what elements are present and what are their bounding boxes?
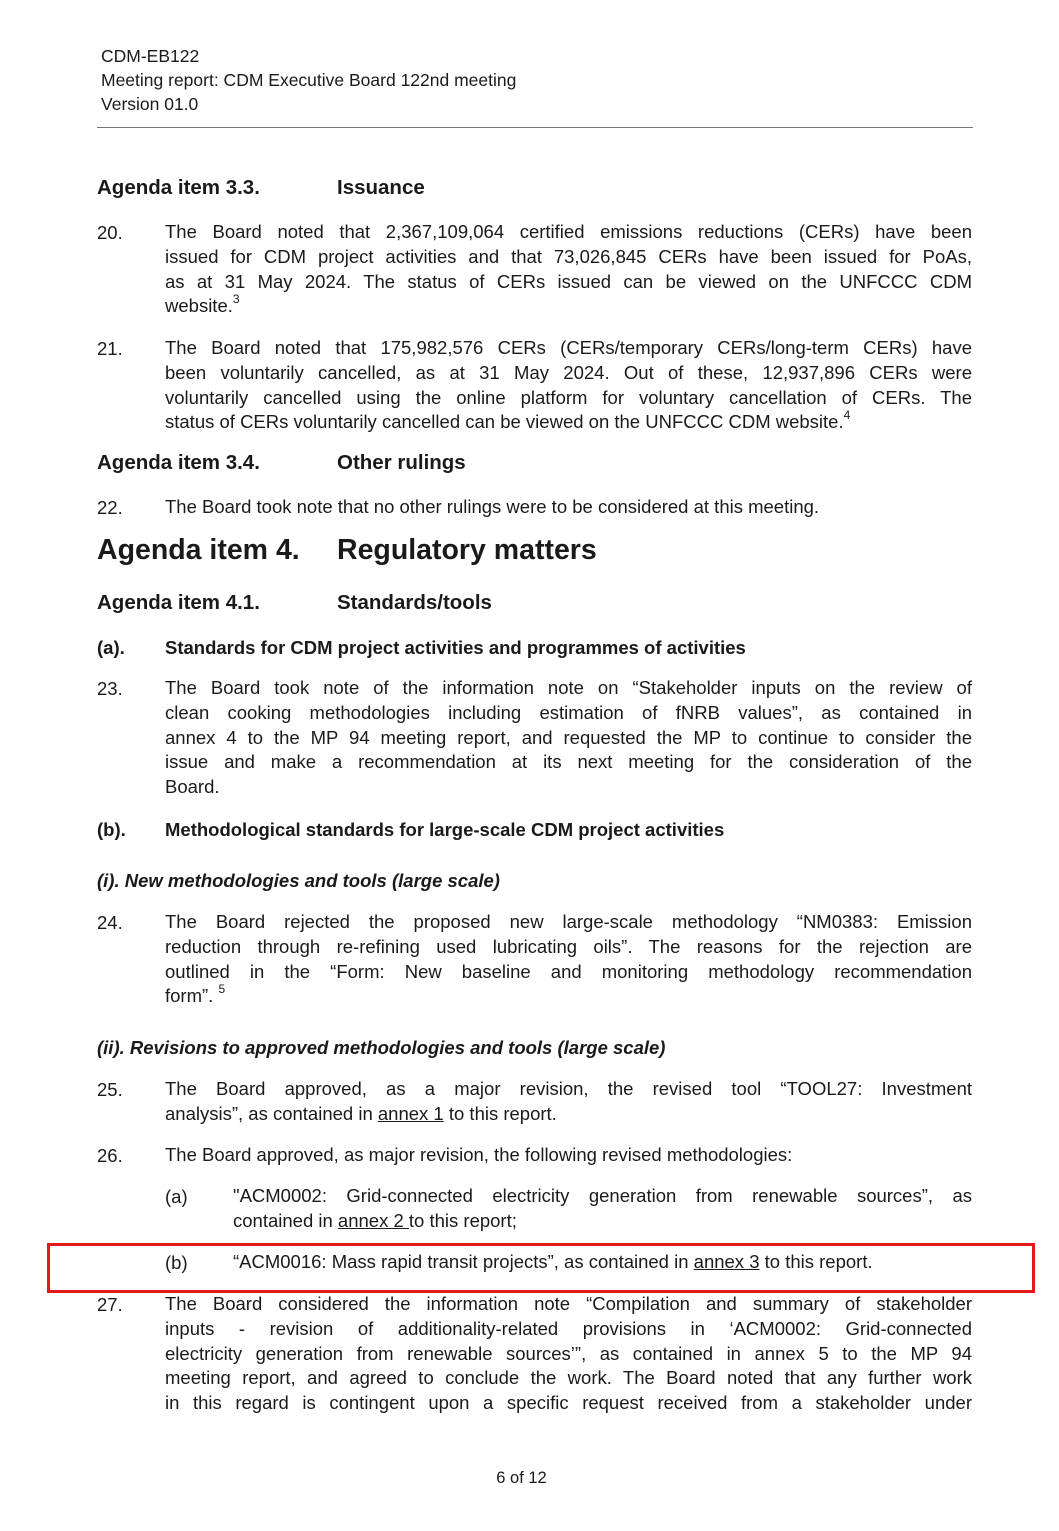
para-20: The Board noted that 2,367,109,064 certified emissions reductions (CERs) have been issued for CDM project activities and that 73,026,845 CERs have been issued for PoAs, as at 31 May 2024. The status of CERs issued can be viewed on the UNFCCC CDM website.$^3$ [165, 221, 972, 317]
annex-2-link[interactable]: annex 2 [337, 1209, 409, 1231]
page-number: 6 of 12 [496, 1469, 547, 1487]
doc-code: CDM-EB122 [101, 46, 200, 66]
para-23-number: 23. [97, 678, 123, 699]
annex-3-link[interactable]: annex 3 [693, 1251, 760, 1272]
heading-agenda-4: Agenda item 4. Regulatory matters [97, 534, 597, 566]
para-24: The Board rejected the proposed new large-scale methodology “NM0383: Emission reduction through re-refining used lubricating oils”. The reasons for the rejection are outlined in the “Form: New baseline and monitoring methodology recommendation form”. $^5$ [165, 911, 972, 1007]
header-divider [97, 127, 973, 128]
footnote-ref-4[interactable]: 4 [843, 408, 851, 423]
heading-section-b: (b). Methodological standards for large-scale CDM project activities [97, 819, 725, 840]
para-23: The Board took note of the information note on “Stakeholder inputs on the review of clean cooking methodologies including estimation of fNRB values”, as contained in annex 4 to the MP 94 meeting report, and requested the MP to continue to consider the issue and make a recommendation at its next meeting for the consideration of the Board. [165, 677, 972, 798]
sub-item-a: "ACM0002: Grid-connected electricity generation from renewable sources”, as contained in annex 2 to this report; [233, 1185, 972, 1231]
para-22-number: 22. [97, 497, 123, 518]
heading-agenda-3-3: Agenda item 3.3. Issuance [97, 176, 425, 199]
heading-agenda-3-4: Agenda item 3.4. Other rulings [97, 451, 466, 474]
heading-section-a: (a). Standards for CDM project activities and programmes of activities [97, 637, 746, 658]
sub-item-a-label: (a) [165, 1186, 188, 1207]
report-title: Meeting report: CDM Executive Board 122nd meeting [101, 70, 517, 90]
para-22: The Board took note that no other rulings were to be considered at this meeting. [165, 496, 820, 517]
para-21-number: 21. [97, 338, 123, 359]
sub-item-b-label: (b) [165, 1252, 188, 1273]
heading-revisions: (ii). Revisions to approved methodologies and tools (large scale) [97, 1037, 666, 1058]
para-25-number: 25. [97, 1079, 123, 1100]
para-21: The Board noted that 175,982,576 CERs (CERs/temporary CERs/long-term CERs) have been voluntarily cancelled, as at 31 May 2024. Out of these, 12,937,896 CERs were voluntarily cancelled using the online platform for voluntary cancellation of CERs. The status of CERs voluntarily cancelled can be viewed on the UNFCCC CDM website.$^4$ [165, 337, 972, 433]
para-25: The Board approved, as a major revision, the revised tool “TOOL27: Investment analysis”, as contained in annex 1 to this report. [165, 1078, 972, 1124]
footnote-ref-3[interactable]: 3 [232, 292, 240, 307]
para-27: The Board considered the information note “Compilation and summary of stakeholder inputs - revision of additionality-related provisions in ‘ACM0002: Grid-connected electricity generation from renewable sources’”, as contained in annex 5 to the MP 94 meeting report, and agreed to conclude the work. The Board noted that any further work in this regard is contingent upon a specific request received from a stakeholder under [165, 1293, 972, 1414]
para-24-number: 24. [97, 912, 123, 933]
para-27-number: 27. [97, 1294, 123, 1315]
annex-1-link[interactable]: annex 1 [377, 1102, 444, 1124]
heading-agenda-4-1: Agenda item 4.1. Standards/tools [97, 591, 492, 614]
para-26: The Board approved, as major revision, the following revised methodologies: [165, 1144, 793, 1165]
heading-new-methodologies: (i). New methodologies and tools (large scale) [97, 870, 500, 891]
doc-version: Version 01.0 [101, 94, 199, 114]
para-20-number: 20. [97, 222, 123, 243]
footnote-ref-5[interactable]: 5 [218, 982, 226, 997]
para-26-number: 26. [97, 1145, 123, 1166]
sub-item-b: “ACM0016: Mass rapid transit projects”, as contained in annex 3 to this report. [233, 1251, 873, 1272]
